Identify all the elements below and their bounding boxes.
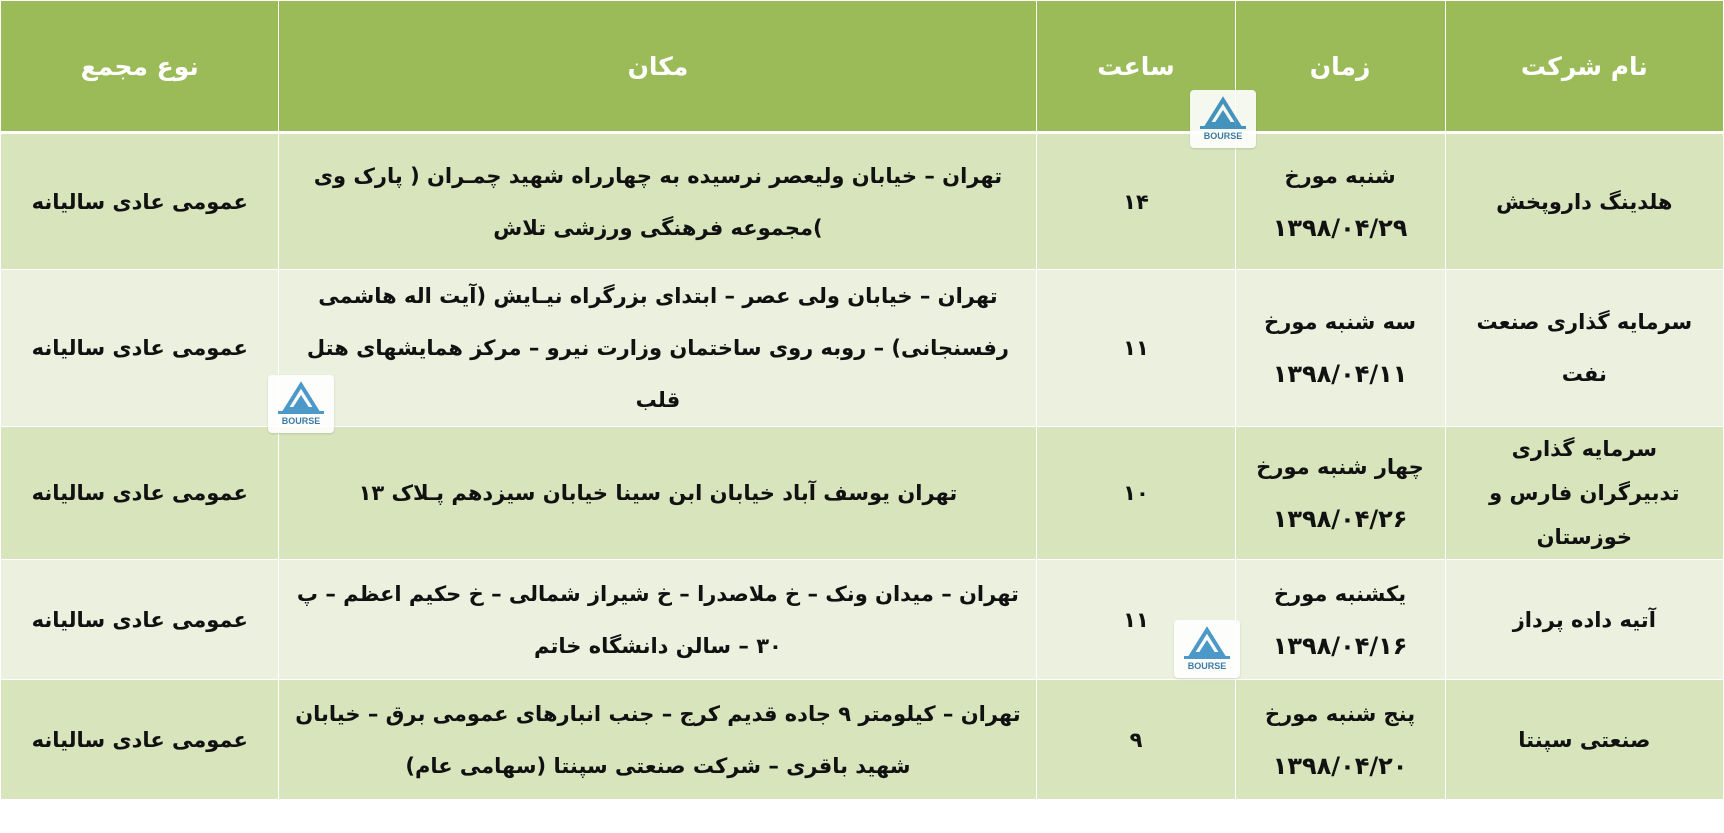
time-cell: ۱۱ [1037, 270, 1235, 427]
bourse-logo-icon [1190, 90, 1256, 148]
header-time: ساعت [1037, 1, 1235, 133]
header-company: نام شرکت [1445, 1, 1723, 133]
date-cell [1235, 560, 1445, 680]
type-cell: عمومی عادی سالیانه [1, 560, 279, 680]
watermark-text: BOURSE [1203, 131, 1243, 141]
time-cell: ۱۰ [1037, 427, 1235, 560]
date-value: ۱۳۹۸/۰۴/۱۱ [1272, 360, 1408, 388]
date-value: ۱۳۹۸/۰۴/۲۰ [1272, 751, 1408, 780]
company-cell: سرمایه گذاری صنعت نفت [1445, 270, 1723, 427]
day-label: یکشنبه مورخ [1274, 581, 1407, 606]
type-cell: عمومی عادی سالیانه [1, 270, 279, 427]
type-cell: عمومی عادی سالیانه [1, 680, 279, 800]
table-row [1, 133, 1724, 270]
watermark-text: BOURSE [281, 416, 321, 426]
place-cell: تهران – میدان ونک – خ ملاصدرا – خ شیراز شمالی – خ حکیم اعظم – پ ۳۰ – سالن دانشگاه خاتم [279, 560, 1037, 680]
header-date: زمان [1235, 1, 1445, 133]
place-cell: تهران – خیابان ولیعصر نرسیده به چهارراه شهید چمـران ( پارک وی )مجموعه فرهنگی ورزشی تلاش [279, 133, 1037, 270]
place-cell: تهران یوسف آباد خیابان ابن سینا خیابان سیزدهم پـلاک ۱۳ [279, 427, 1037, 560]
day-label: سه شنبه مورخ [1264, 310, 1417, 334]
date-value: ۱۳۹۸/۰۴/۲۹ [1272, 213, 1408, 242]
place-cell: تهران – کیلومتر ۹ جاده قدیم کرج – جنب انبارهای عمومی برق – خیابان شهید باقری – شرکت صنعتی سپنتا (سهامی عام) [279, 680, 1037, 800]
bourse-logo-icon [1174, 620, 1240, 678]
company-cell: هلدینگ داروپخش [1445, 133, 1723, 270]
header-type: نوع مجمع [1, 1, 279, 133]
bourse-logo-icon [268, 375, 334, 433]
table-row [1, 270, 1724, 427]
table-row [1, 560, 1724, 680]
company-cell: سرمایه گذاری تدبیرگران فارس و خوزستان [1445, 427, 1723, 560]
watermark-text: BOURSE [1187, 661, 1227, 671]
date-cell [1235, 427, 1445, 560]
date-value: ۱۳۹۸/۰۴/۲۶ [1272, 505, 1408, 533]
time-cell: ۹ [1037, 680, 1235, 800]
table-row [1, 680, 1724, 800]
date-value: ۱۳۹۸/۰۴/۱۶ [1272, 631, 1408, 660]
header-row [1, 1, 1724, 133]
company-cell: صنعتی سپنتا [1445, 680, 1723, 800]
date-cell [1235, 680, 1445, 800]
day-label: چهار شنبه مورخ [1256, 455, 1424, 479]
type-cell: عمومی عادی سالیانه [1, 427, 279, 560]
company-cell: آتیه داده پرداز [1445, 560, 1723, 680]
day-label: شنبه مورخ [1284, 163, 1396, 188]
time-cell: ۱۴ [1037, 133, 1235, 270]
date-cell [1235, 270, 1445, 427]
time-cell: ۱۱ [1037, 560, 1235, 680]
date-cell [1235, 133, 1445, 270]
header-place: مکان [279, 1, 1037, 133]
place-cell: تهران – خیابان ولی عصر – ابتدای بزرگراه نیـایش (آیت اله هاشمی رفسنجانی) – روبه روی ساختمان وزارت نیرو – مرکز همایشهای هتل قلب [279, 270, 1037, 427]
type-cell: عمومی عادی سالیانه [1, 133, 279, 270]
day-label: پنج شنبه مورخ [1265, 701, 1416, 726]
table-row [1, 427, 1724, 560]
